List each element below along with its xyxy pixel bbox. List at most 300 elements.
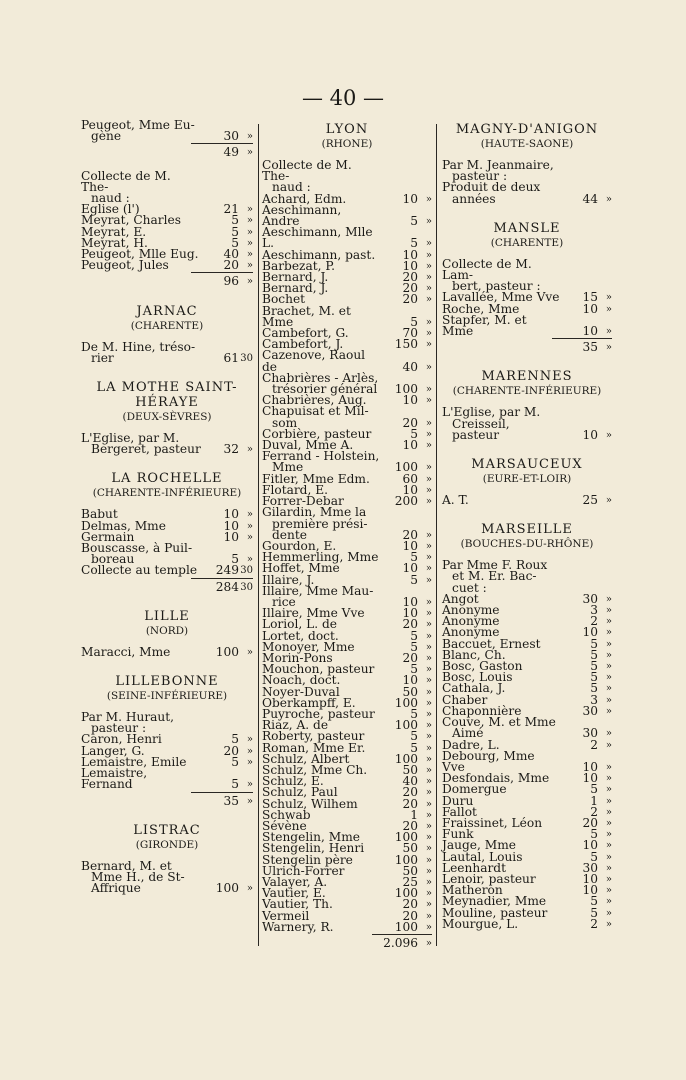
donation-cents: » [605,773,612,785]
donation-amount: 5 [231,235,239,250]
donor-name: pasteur : [91,721,147,736]
donation-cents: » [425,529,432,541]
donor-name: Schwab [262,807,311,822]
donation-amount: 20 [402,818,418,833]
donation-amount: 30 [582,703,598,718]
donation-amount: 5 [590,905,598,920]
donor-name: Germain [81,529,135,544]
donation-amount: 10 [402,438,418,453]
donation-cents: » [605,605,612,617]
donation-cents: » [246,226,253,238]
donation-amount: 5 [231,552,239,567]
donor-name: Mme [272,460,304,475]
region-label: (CHARENTE-INFÉRIEURE) [452,385,602,398]
donation-amount: 10 [402,561,418,576]
donation-amount: 50 [402,841,418,856]
donation-amount: 10 [402,258,418,273]
donation-cents: » [605,326,612,338]
donor-name: Puyroche, pasteur [262,706,375,721]
donation-cents: » [605,593,612,605]
donation-amount: 21 [223,202,239,217]
donation-cents: » [605,817,612,829]
donor-name: Noyer-Duval [262,684,340,699]
donation-amount: 5 [410,572,418,587]
donation-cents: » [425,731,432,743]
donor-entry [442,256,612,283]
donation-cents: » [425,596,432,608]
donation-cents: » [605,303,612,315]
donation-amount: 10 [402,606,418,621]
donation-amount: 150 [394,337,418,352]
donation-amount: 20 [402,415,418,430]
donor-name: Mouchon, pasteur [262,662,375,677]
donation-amount: 5 [410,740,418,755]
donor-name: Jauge, Mme [442,838,517,853]
donor-name: Chaber [442,692,488,707]
donation-cents: » [605,840,612,852]
donor-name: Schulz, Albert [262,751,350,766]
locality-heading: LYON [325,122,369,137]
donation-amount: 5 [590,659,598,674]
region-label: (BOUCHES-DU-RHÔNE) [460,538,594,551]
donation-amount: 60 [402,471,418,486]
donor-entry [81,131,253,142]
donation-cents: » [425,820,432,832]
donor-name: Funk [442,827,474,842]
donor-name: années [452,191,496,206]
donor-name: Couve, M. et Mme [442,715,556,730]
donation-amount: 5 [590,849,598,864]
donor-name: Bochet [262,292,306,307]
donation-amount: 100 [394,718,418,733]
region-label: (CHARENTE) [490,236,564,249]
donor-name: Meyrat, E. [81,224,147,239]
donor-name: Chabrières, Aug. [262,393,367,408]
donor-name: Schulz, Mme Ch. [262,762,368,777]
donor-entry [81,883,253,894]
donation-amount: 32 [223,442,239,457]
donation-cents: » [605,885,612,897]
donor-name: Vautier, E. [262,886,326,901]
donor-name: Hoffet, Mme [262,561,340,576]
donation-amount: 10 [582,625,598,640]
locality-heading: MARSEILLE [481,522,573,538]
donation-amount: 10 [582,301,598,316]
donation-amount: 10 [582,427,598,442]
donation-amount: 2 [590,614,598,629]
donor-entry [262,919,432,934]
donor-name: Roberty, pasteur [262,729,365,744]
donation-cents: » [246,204,253,216]
donation-cents: » [246,237,253,249]
donation-cents: » [605,728,612,740]
donor-name: Produit de deux [442,180,541,195]
donor-name: Illaire, J. [262,572,315,587]
donor-name: Stapfer, M. et Mme [442,312,527,339]
donation-cents: » [425,742,432,754]
donor-name: boreau [91,552,135,567]
donation-cents: » [425,641,432,653]
donation-amount: 5 [231,754,239,769]
donor-name: Gilardin, Mme la [262,505,367,520]
donor-name: Warnery, R. [262,919,334,934]
donation-amount: 2 [590,804,598,819]
donor-name: Achard, Edm. [262,191,347,206]
donor-entry [262,202,432,229]
donation-amount: 50 [402,762,418,777]
donor-name: Sévène [262,818,307,833]
donation-cents: » [246,554,253,566]
donor-name: Bosc, Louis [442,670,513,685]
donation-cents: » [425,630,432,642]
donor-name: Peugeot, Mme Eu- [81,118,195,132]
donor-entry [262,227,432,249]
donation-cents: » [425,899,432,911]
donor-name: Mouline, pasteur [442,905,548,920]
donor-name: Bergeret, pasteur [91,442,201,457]
locality-heading: JARNAC [136,303,198,319]
donor-entry [442,191,612,206]
donation-cents: » [425,417,432,429]
locality-heading: MARSAUCEUX [471,457,583,473]
region-label: (NORD) [145,624,189,637]
donor-name: Collecte de M. The- [262,158,352,184]
donor-name: Ulrich-Forrer [262,863,345,878]
donation-amount: 20 [402,908,418,923]
donation-cents: » [605,761,612,773]
donor-name: Barbezat, P. [262,258,335,273]
donation-amount: 10 [582,324,598,339]
donor-name: Flotard, E. [262,482,329,497]
donor-name: Desfondais, Mme [442,771,550,786]
donation-amount: 100 [215,881,239,896]
region-label: (HAUTE-SAONE) [480,138,574,150]
donor-entry [81,168,253,194]
donor-name: Cathala, J. [442,681,506,696]
subtotal-cents: » [246,795,253,807]
donation-cents: » [425,608,432,620]
donation-cents: » [425,496,432,508]
donor-name: Illaire, Mme Vve [262,606,365,621]
donor-name: Matheron [442,883,503,898]
donation-amount: 10 [582,871,598,886]
donor-name: De M. Hine, tréso- [81,339,196,354]
donation-cents: » [425,361,432,373]
donation-cents: » [425,787,432,799]
donor-name: Langer, G. [81,743,145,758]
donor-name: pasteur : [452,169,508,184]
donation-amount: 20 [402,292,418,307]
donation-amount: 20 [402,650,418,665]
donation-amount: 20 [402,617,418,632]
donation-amount: 40 [402,774,418,789]
donor-name: trésorier général [272,382,378,397]
donor-name: L'Eglise, par M. [81,431,180,446]
donor-name: Maracci, Mme [81,644,171,659]
donor-name: Hemmerling, Mme [262,550,379,565]
subtotal-row [81,579,253,593]
page-number: — 40 — [301,86,385,110]
donation-amount: 100 [394,919,418,934]
donation-cents: » [246,531,253,543]
donor-name: Lortet, doct. [262,628,339,643]
donor-name: Roche, Mme [442,301,520,316]
donation-cents: » [246,131,253,143]
donation-cents: » [605,292,612,304]
donation-cents: » [605,429,612,441]
donation-amount: 5 [590,670,598,685]
donation-cents: » [425,675,432,687]
donation-cents: » [246,509,253,521]
donor-name: Par Mme F. Roux [442,558,548,573]
donation-cents: » [425,854,432,866]
donation-cents: » [425,888,432,900]
donation-cents: » [425,798,432,810]
donation-cents: » [605,638,612,650]
donation-amount: 100 [394,852,418,867]
subtotal-row [81,144,253,158]
donation-amount: 200 [394,494,418,509]
donation-cents: » [605,705,612,717]
donor-name: dente [272,527,307,542]
donation-amount: 5 [410,314,418,329]
donation-cents: » [425,865,432,877]
donation-amount: 5 [231,213,239,228]
donor-name: Par M. Huraut, [81,710,175,725]
donation-cents: » [605,649,612,661]
donation-cents: » [605,795,612,807]
donor-entry [442,312,612,339]
donation-amount: 20 [402,785,418,800]
locality-heading: LILLEBONNE [115,674,219,690]
donor-name: Affrique [91,881,141,896]
donation-amount: 5 [590,827,598,842]
donor-name: Bouscasse, à Puil- [81,541,193,556]
subtotal-row [81,793,253,807]
donation-amount: 5 [410,426,418,441]
donation-cents: » [246,444,253,456]
region-label: (DEUX-SÈVRES) [122,411,212,424]
subtotal-row [262,935,432,949]
donation-amount: 10 [582,759,598,774]
donation-cents: » [425,764,432,776]
donation-cents: » [425,910,432,922]
donation-cents: » [246,779,253,791]
donation-cents: » [425,473,432,485]
subtotal-cents: » [246,276,253,288]
donation-amount: 5 [410,662,418,677]
donor-entry [81,350,253,365]
donor-name: som [272,415,298,430]
donor-name: Gourdon, E. [262,538,337,553]
donation-cents: » [425,563,432,575]
donation-amount: 5 [410,628,418,643]
donation-cents: » [605,896,612,908]
donor-name: Duru [442,793,474,808]
donation-cents: » [246,734,253,746]
donation-amount: 5 [410,706,418,721]
donor-name: Aeschimann, Andre [262,202,342,229]
subtotal-cents: » [246,147,253,159]
region-label: (SEINE-INFÉRIEURE) [106,690,228,703]
donation-amount: 100 [394,695,418,710]
donation-cents: » [605,851,612,863]
donor-name: Fraissinet, Léon [442,815,543,830]
donor-name: Mourgue, L. [442,916,519,931]
donation-cents: » [605,694,612,706]
donation-amount: 3 [590,692,598,707]
donation-amount: 30 [582,860,598,875]
donor-name: gène [91,129,122,144]
donation-cents: » [425,776,432,788]
subtotal-amount: 284 [215,579,239,594]
donation-amount: 25 [582,493,598,508]
donation-amount: 40 [223,247,239,262]
donor-name: Mme H., de St- [91,869,185,884]
donation-amount: 100 [394,830,418,845]
donation-cents: » [246,756,253,768]
donor-name: Blanc, Ch. [442,647,506,662]
donation-amount: 10 [402,673,418,688]
donor-name: Par M. Jeanmaire, [442,158,554,172]
donor-name: rice [272,594,296,609]
donation-cents: » [605,739,612,751]
subtotal-cents: » [425,938,432,950]
subtotal-cents: » [605,342,612,354]
donor-name: Loriol, L. de [262,617,337,632]
column-1 [81,120,253,894]
donor-name: Duval, Mme A. [262,438,354,453]
donation-amount: 1 [590,793,598,808]
donation-cents: » [605,806,612,818]
donation-amount: 3 [590,603,598,618]
donation-cents: » [425,462,432,474]
donation-amount: 10 [582,838,598,853]
donor-name: Angot [442,591,479,606]
donor-name: Meyrat, Charles [81,213,181,228]
donation-cents: » [425,686,432,698]
donation-cents: » [605,672,612,684]
donor-name: Chapuisat et Mil- [262,404,369,419]
donation-cents: » [425,283,432,295]
donation-cents: » [605,907,612,919]
donor-name: Ferrand - Holstein, [262,449,380,464]
donation-amount: 5 [590,681,598,696]
donation-cents: » [425,753,432,765]
donor-name: Forrer-Debar [262,494,344,509]
donation-amount: 10 [402,247,418,262]
donation-amount: 44 [582,191,598,206]
donor-name: Eglise (l') [81,202,140,217]
donation-cents: » [425,328,432,340]
donation-amount: 20 [402,897,418,912]
donor-name: Stengelin père [262,852,353,867]
donation-cents: » [425,574,432,586]
donation-cents: » [425,921,432,933]
donor-name: Meyrat, H. [81,235,148,250]
donation-cents: » [425,832,432,844]
donor-name: Stengelin, Mme [262,830,360,845]
donor-name: Monoyer, Mme [262,639,355,654]
donation-cents: » [425,395,432,407]
donor-entry [262,350,432,372]
donor-name: Lemaistre, Emile [81,754,187,769]
donation-cents: » [605,616,612,628]
donor-name: Corbière, pasteur [262,426,372,441]
donation-amount: 5 [590,782,598,797]
donation-cents: » [425,294,432,306]
donation-amount: 20 [223,258,239,273]
donation-amount: 10 [582,883,598,898]
donor-entry [262,160,432,182]
donor-name: Lenoir, pasteur [442,871,536,886]
donor-name: première prési- [272,516,368,531]
donation-cents: » [425,238,432,250]
donor-name: Riaz, A. de [262,718,329,733]
donation-cents: » [246,260,253,272]
donation-cents: » [425,216,432,228]
donation-amount: 100 [394,886,418,901]
donor-name: Oberkampff, E. [262,695,356,710]
donation-amount: 100 [215,644,239,659]
donation-cents: » [425,384,432,396]
subtotal-cents: 30 [240,581,253,593]
donor-name: Vautier, Th. [262,897,333,912]
donation-amount: 2 [590,737,598,752]
donor-entry [442,495,612,506]
donor-name: bert, pasteur : [452,279,541,294]
donor-entry [442,748,612,774]
donation-amount: 20 [402,281,418,296]
donor-name: Delmas, Mme [81,518,166,533]
donation-amount: 5 [590,636,598,651]
donation-cents: » [425,540,432,552]
donation-amount: 100 [394,751,418,766]
region-label: (CHARENTE-INFÉRIEURE) [92,487,242,500]
donation-cents: » [425,339,432,351]
donation-amount: 5 [590,894,598,909]
donation-cents: » [425,843,432,855]
donation-amount: 20 [402,270,418,285]
donor-name: cuet : [452,580,487,595]
donor-name: Anonyme [442,603,500,618]
subtotal-amount: 35 [582,340,598,355]
locality-heading: LA MOTHE SAINT-HÉRAYE [96,380,238,411]
donation-cents: » [605,918,612,930]
donor-name: Debourg, Mme Vve [442,748,535,774]
donation-amount: 25 [402,875,418,889]
donor-name: Brachet, M. et Mme [262,303,351,329]
donor-entry [81,260,253,271]
donation-cents: » [605,661,612,673]
donation-amount: 2 [590,916,598,931]
locality-heading: LA ROCHELLE [111,471,223,487]
donation-cents: » [605,873,612,885]
donation-cents: » [605,193,612,205]
donor-entry [81,768,253,790]
donation-amount: 10 [223,529,239,544]
donor-name: Chaponnière [442,703,522,718]
donor-entry [81,444,253,455]
donation-amount: 61 [223,350,239,365]
donor-name: Aimé [452,726,484,741]
donor-name: Bosc, Gaston [442,659,523,674]
donation-cents: » [246,520,253,532]
donor-name: Meynadier, Mme [442,894,547,909]
locality-heading: MARENNES [481,369,573,385]
region-label: (GIRONDE) [135,838,199,851]
locality-heading: MANSLE [493,220,561,236]
